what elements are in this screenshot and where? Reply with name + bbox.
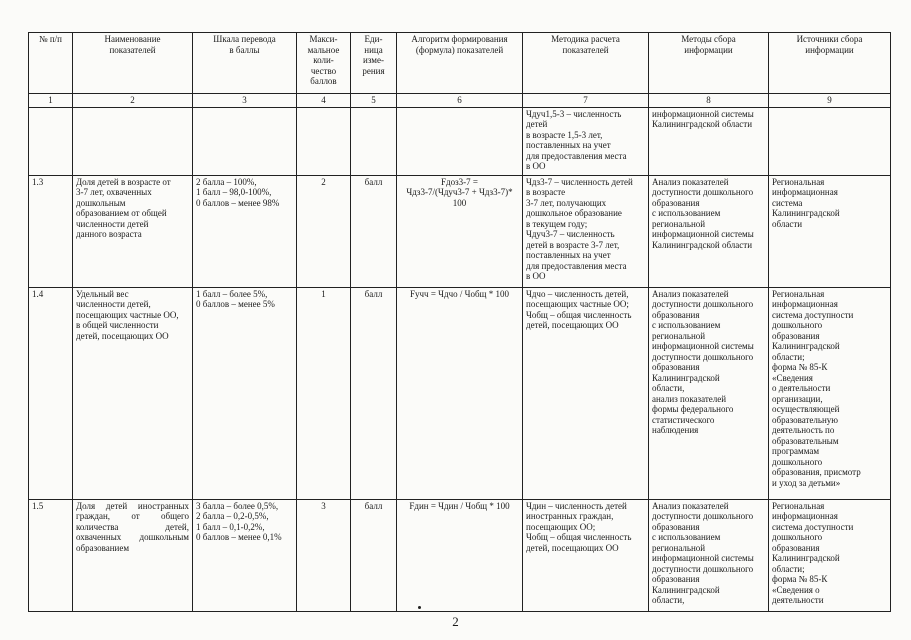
indicator-name: Доля детей иностранных граждан, от общего количества детей, охваченных дошкольным образованием [73,499,193,611]
table-row [29,287,891,499]
ink-dot [418,606,421,609]
formula-cell: Fдоз3-7 = Чдз3-7/(Чдуч3-7 + Чдз3-7)* 100 [397,175,523,287]
column-number: 2 [73,94,193,108]
indicator-name: Удельный вес численности детей, посещающих частные ОО, в общей численности детей, посещающих ОО [73,287,193,499]
column-number-row [29,94,891,108]
header-collection-methods: Методы сбора информации [649,33,769,94]
unit-cell: балл [351,499,397,611]
formula-cell [397,107,523,175]
header-method: Методика расчета показателей [523,33,649,94]
source-cell: Региональная информационная система доступности дошкольного образования Калининградской области; форма № 85-К «Сведения о деятельности организации, осуществляющей образовательную деятельность по образовательным программам дошкольного образования, присмотр и уход за детьми» [769,287,891,499]
column-number: 9 [769,94,891,108]
scale-cell: 1 балл – более 5%, 0 баллов – менее 5% [193,287,297,499]
collection-cell: Анализ показателей доступности дошкольного образования с использованием региональной информационной системы доступности дошкольного образования Калининградской области, анализ показателей формы федерального статистического наблюдения [649,287,769,499]
document-sheet [28,32,891,612]
table-row [29,499,891,611]
indicators-table [28,32,891,612]
method-cell: Чдз3-7 – численность детей в возрасте 3-7 лет, получающих дошкольное образование в текущем году; Чдуч3-7 – численность детей в возрасте 3-7 лет, поставленных на учет для предоставления места в ОО [523,175,649,287]
unit-cell: балл [351,175,397,287]
method-cell: Чдуч1,5-3 – численность детей в возрасте 1,5-3 лет, поставленных на учет для предоставления места в ОО [523,107,649,175]
header-number: № п/п [29,33,73,94]
header-max-points: Макси- мальное коли- чество баллов [297,33,351,94]
indicator-name: Доля детей в возрасте от 3-7 лет, охваченных дошкольным образованием от общей численности детей данного возраста [73,175,193,287]
column-number: 3 [193,94,297,108]
row-number: 1.4 [29,287,73,499]
column-number: 6 [397,94,523,108]
column-number: 4 [297,94,351,108]
column-number: 5 [351,94,397,108]
method-cell: Чдчо – численность детей, посещающих частные ОО; Чобщ – общая численность детей, посещающих ОО [523,287,649,499]
max-points: 1 [297,287,351,499]
scale-cell: 3 балла – более 0,5%, 2 балла – 0,2-0,5%, 1 балл – 0,1-0,2%, 0 баллов – менее 0,1% [193,499,297,611]
collection-cell: Анализ показателей доступности дошкольного образования с использованием региональной информационной системы Калининградской области [649,175,769,287]
method-cell: Чдин – численность детей иностранных граждан, посещающих ОО; Чобщ – общая численность детей, посещающих ОО [523,499,649,611]
table-row [29,107,891,175]
source-cell: Региональная информационная система Калининградской области [769,175,891,287]
scale-cell [193,107,297,175]
page-number: 2 [452,614,459,629]
max-points: 3 [297,499,351,611]
row-number [29,107,73,175]
row-number: 1.3 [29,175,73,287]
table-header-row [29,33,891,94]
collection-cell: Анализ показателей доступности дошкольного образования с использованием региональной информационной системы доступности дошкольного образования Калининградской области, [649,499,769,611]
unit-cell: балл [351,287,397,499]
collection-cell: информационной системы Калининградской области [649,107,769,175]
column-number: 1 [29,94,73,108]
header-unit: Еди- ница изме- рения [351,33,397,94]
header-formula: Алгоритм формирования (формула) показателей [397,33,523,94]
max-points [297,107,351,175]
indicator-name [73,107,193,175]
source-cell [769,107,891,175]
formula-cell: Fучч = Чдчо / Чобщ * 100 [397,287,523,499]
column-number: 8 [649,94,769,108]
max-points: 2 [297,175,351,287]
formula-cell: Fдин = Чдин / Чобщ * 100 [397,499,523,611]
scale-cell: 2 балла – 100%, 1 балл – 98,0-100%, 0 баллов – менее 98% [193,175,297,287]
unit-cell [351,107,397,175]
row-number: 1.5 [29,499,73,611]
table-row [29,175,891,287]
source-cell: Региональная информационная система доступности дошкольного образования Калининградской области; форма № 85-К «Сведения о деятельности [769,499,891,611]
header-sources: Источники сбора информации [769,33,891,94]
header-scale: Шкала перевода в баллы [193,33,297,94]
column-number: 7 [523,94,649,108]
header-indicator-name: Наименование показателей [73,33,193,94]
